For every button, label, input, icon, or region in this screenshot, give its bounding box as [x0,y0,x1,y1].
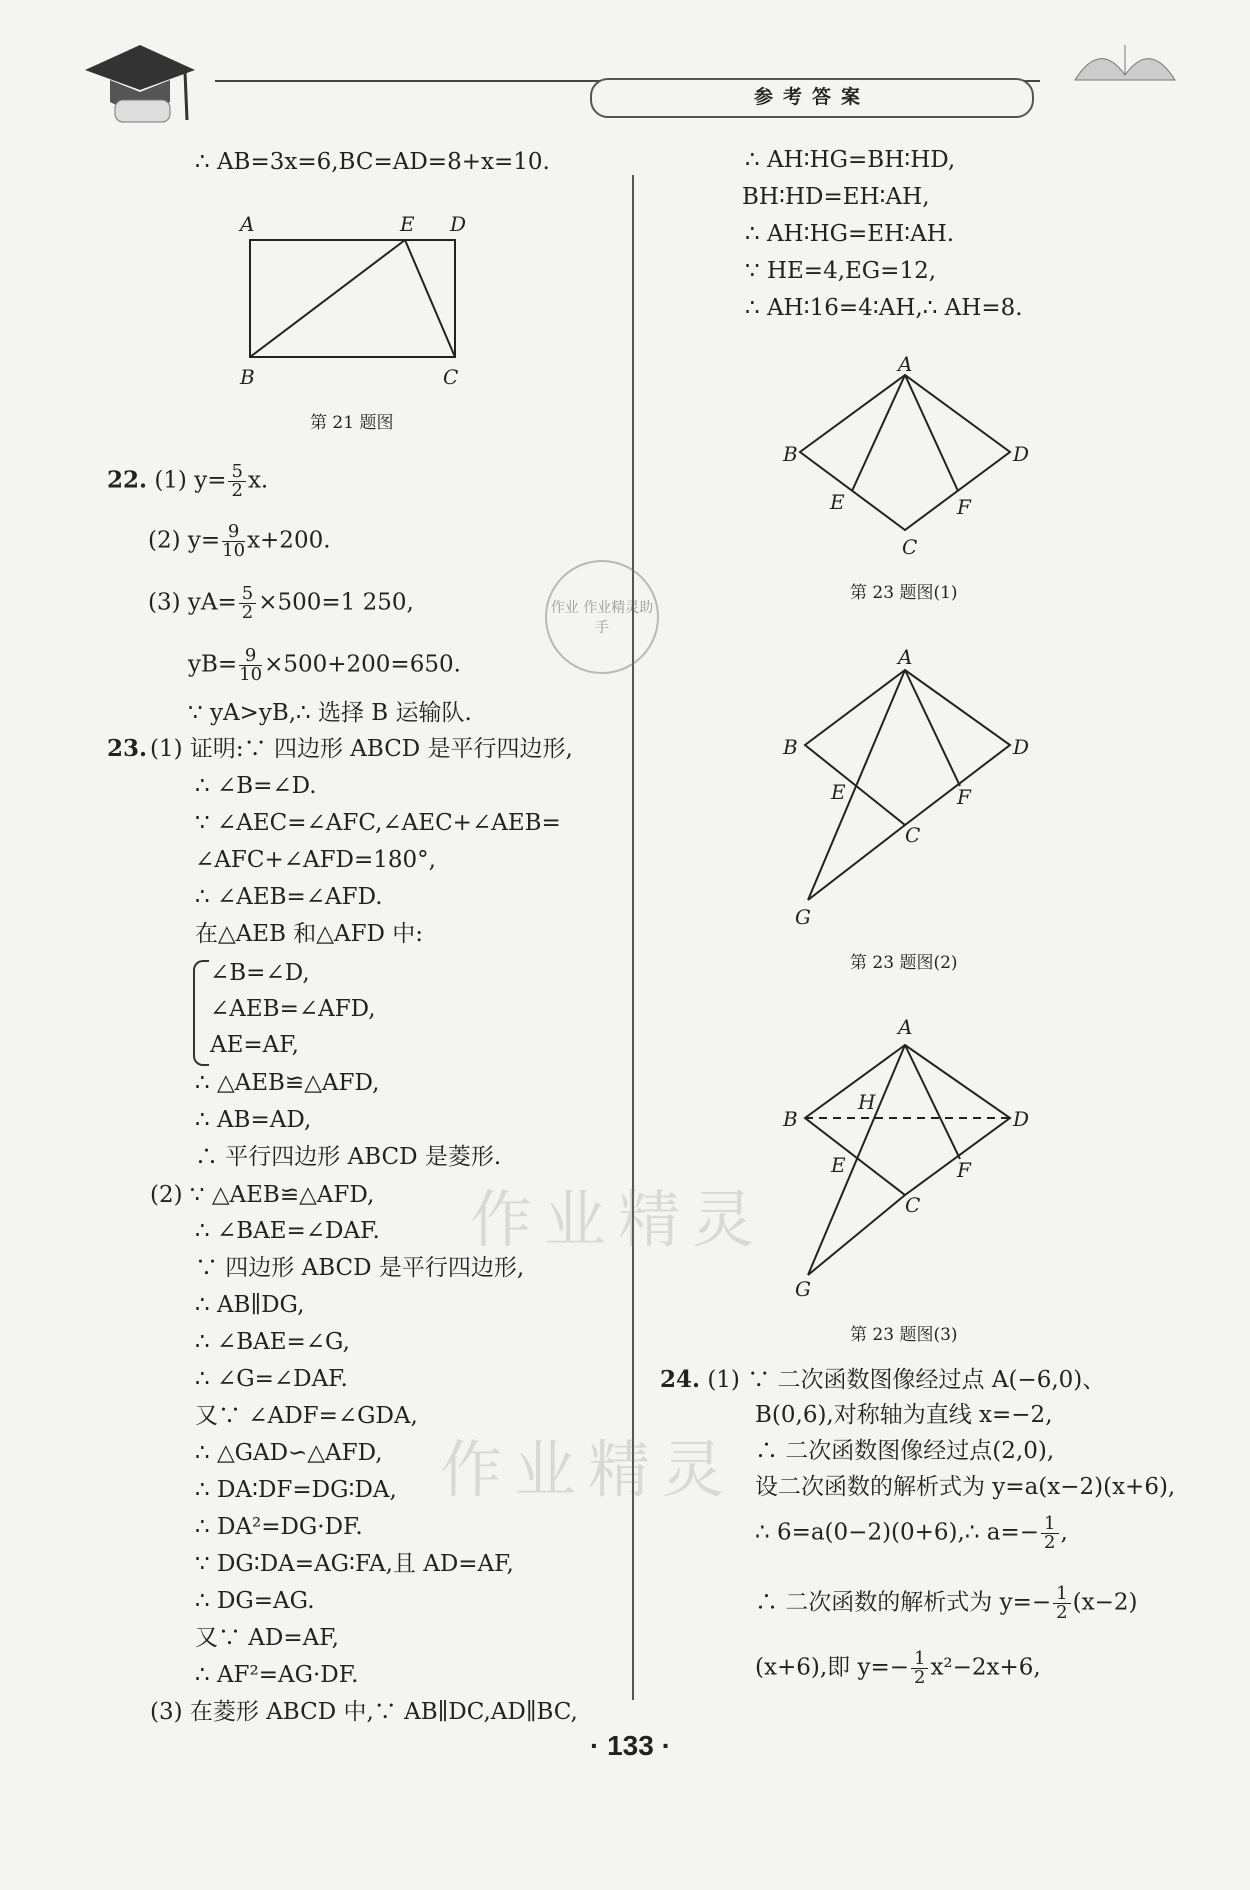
figure-23-2 [780,660,1040,910]
q23-line: ∴ AB∥DG, [195,1292,305,1318]
q24-line7: (x+6),即 y=− $\frac{1}{2}$ x²−2x+6, [755,1648,1041,1688]
q22-part4: yB= $\frac{9}{10}$ ×500+200=650. [188,645,461,685]
q23-line: ∴ ∠BAE=∠DAF. [195,1218,380,1244]
fig23-3-label-e: E [831,1153,846,1177]
fig23-2-label-a: A [898,645,913,669]
q22-part1: 22. (1) y= $\frac{5}{2}$ x. [107,461,269,501]
watermark-stamp: 作业 作业精灵助手 [545,560,659,674]
fig21-label-d: D [450,212,467,236]
fig23-2-label-e: E [831,780,846,804]
figure-23-3 [780,1035,1040,1285]
q24-line6: ∴ 二次函数的解析式为 y=− $\frac{1}{2}$ (x−2) [755,1583,1138,1623]
q23-line: ∴ DA²=DG·DF. [195,1514,363,1540]
fig23-3-label-c: C [905,1193,921,1217]
q23-line: ∴ 平行四边形 ABCD 是菱形. [195,1144,502,1170]
open-book-icon [1070,35,1180,85]
q23-line: ∠B=∠D, [210,960,310,986]
graduation-cap-icon [75,30,205,130]
fraction: $\frac{5}{2}$ [228,463,245,500]
q23-line: ∵ 四边形 ABCD 是平行四边形, [195,1255,525,1281]
fraction: $\frac{5}{2}$ [239,585,256,622]
fig23-1-label-d: D [1013,442,1030,466]
q22-conclusion: ∵ yA>yB,∴ 选择 B 运输队. [188,700,472,726]
q23-line: 又∵ AD=AF, [195,1625,339,1651]
q23-number: 23. [107,735,148,762]
q23-line: ∴ AF²=AG·DF. [195,1662,359,1688]
fig23-1-label-e: E [830,490,845,514]
fig23-3-caption: 第 23 题图(3) [850,1325,958,1345]
fig23-1-label-f: F [957,495,971,519]
q23-line: (1) 证明:∵ 四边形 ABCD 是平行四边形, [150,736,573,762]
fig21-label-c: C [443,365,459,389]
fig21-label-b: B [240,365,255,389]
header-title: 参考答案 [753,86,870,108]
q23-line: ∠AFC+∠AFD=180°, [195,847,436,873]
q22-part3: (3) yA= $\frac{5}{2}$ ×500=1 250, [148,583,414,623]
q23-line: ∴ ∠G=∠DAF. [195,1366,348,1392]
q23-line: ∴ DA∶DF=DG∶DA, [195,1477,397,1503]
fig23-3-label-a: A [898,1015,913,1039]
q22-number: 22. [107,466,148,494]
q23-line: 在△AEB 和△AFD 中: [195,921,424,947]
q23-line: ∴ AB=AD, [195,1107,312,1133]
fig23-3-label-h: H [858,1090,876,1114]
q24-line3: ∴ 二次函数图像经过点(2,0), [755,1438,1055,1464]
q23-part3-line: BH∶HD=EH∶AH, [742,184,930,210]
fig23-2-label-d: D [1013,735,1030,759]
q23-line: ∠AEB=∠AFD, [210,996,376,1022]
watermark-text-2: 作业精灵 [440,1433,737,1506]
fig23-1-label-c: C [902,535,918,559]
figure-23-1 [780,360,1040,550]
brace [193,960,209,1066]
q23-line: ∴ ∠AEB=∠AFD. [195,884,383,910]
q21-result: ∴ AB=3x=6,BC=AD=8+x=10. [195,149,550,175]
q23-part3-line: ∴ AH∶HG=EH∶AH. [745,221,955,247]
q24-line4: 设二次函数的解析式为 y=a(x−2)(x+6), [755,1474,1176,1500]
q23-line: ∴ ∠B=∠D. [195,773,317,799]
fig21-caption: 第 21 题图 [310,413,394,433]
fig23-1-label-a: A [898,352,913,376]
figure-21 [220,205,480,375]
fig21-label-e: E [400,212,415,236]
fraction: $\frac{1}{2}$ [1053,1585,1070,1622]
q23-line: ∴ ∠BAE=∠G, [195,1329,350,1355]
q23-line: ∴ DG=AG. [195,1588,315,1614]
q24-line2: B(0,6),对称轴为直线 x=−2, [755,1402,1053,1428]
fig23-3-label-b: B [783,1107,798,1131]
page-number: · 133 · [590,1730,671,1761]
q23-part3-line: ∴ AH∶HG=BH∶HD, [745,147,956,173]
fig23-3-label-f: F [957,1158,971,1182]
q23-part3-line: ∴ AH∶16=4∶AH,∴ AH=8. [745,295,1023,321]
q23-line: ∵ DG∶DA=AG∶FA,且 AD=AF, [195,1551,514,1577]
q22-part2: (2) y= $\frac{9}{10}$ x+200. [148,521,331,561]
q23-line: ∵ ∠AEC=∠AFC,∠AEC+∠AEB= [195,810,561,836]
fig23-2-label-c: C [905,823,921,847]
q24-line1: 24. (1) ∵ 二次函数图像经过点 A(−6,0)、 [660,1366,1106,1393]
fig23-3-label-d: D [1013,1107,1030,1131]
fig21-label-a: A [240,212,255,236]
q23-line: (2) ∵ △AEB≌△AFD, [150,1182,375,1208]
q24-line5: ∴ 6=a(0−2)(0+6),∴ a=− $\frac{1}{2}$ , [755,1513,1068,1553]
q23-line: ∴ △GAD∽△AFD, [195,1440,383,1466]
q23-part3-line: ∵ HE=4,EG=12, [745,258,937,284]
fig23-1-caption: 第 23 题图(1) [850,583,958,603]
fraction: $\frac{1}{2}$ [1041,1515,1058,1552]
fig23-2-label-g: G [795,905,811,929]
fig23-1-label-b: B [783,442,798,466]
fraction: $\frac{9}{10}$ [222,521,246,561]
fraction: $\frac{1}{2}$ [911,1650,928,1687]
q23-line: ∴ △AEB≌△AFD, [195,1070,380,1096]
fraction: $\frac{9}{10}$ [239,645,263,685]
q23-line: (3) 在菱形 ABCD 中,∵ AB∥DC,AD∥BC, [150,1699,578,1725]
fig23-2-label-b: B [783,735,798,759]
watermark-text: 作业精灵 [470,1183,767,1256]
fig23-2-caption: 第 23 题图(2) [850,953,958,973]
q23-line: 又∵ ∠ADF=∠GDA, [195,1403,418,1429]
fig23-3-label-g: G [795,1277,811,1301]
q24-number: 24. [660,1366,701,1393]
q23-line: AE=AF, [210,1032,299,1058]
fig23-2-label-f: F [957,785,971,809]
